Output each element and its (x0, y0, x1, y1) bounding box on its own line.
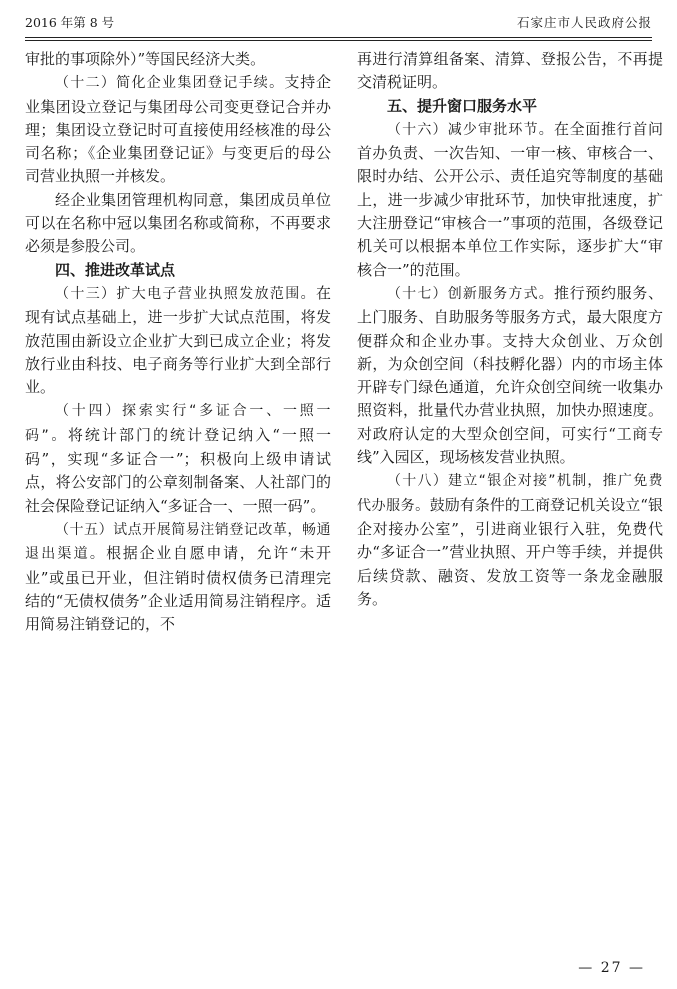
item-body: 推行预约服务、上门服务、自助服务等服务方式，最大限度方便群众和企业办事。支持大众创业、万众创新，为众创空间（科技孵化器）内的市场主体开辟专门绿色通道，允许众创空间统一收集办照资料，批量代办营业执照，加快办照速度。对政府认定的大型众创空间，可实行“工商专线”入园区，现场核发营业执照。 (357, 283, 663, 467)
paragraph: 经企业集团管理机构同意，集团成员单位可以在名称中冠以集团名称或简称，不再要求必须是参股公司。 (25, 190, 331, 256)
right-column (357, 48, 663, 611)
item-heading: （十七）创新服务方式。 (387, 285, 554, 302)
item-body: 鼓励有条件的工商登记机关设立“银企对接办公室”，引进商业银行入驻，免费代办“多证合一”营业执照、开户等手续，并提供后续贷款、融资、发放工资等一条龙金融服务。 (357, 495, 664, 608)
item-body: 将统计部门的统计登记纳入“一照一码”，实现“多证合一”；积极向上级申请试点，将公安部门的公章刻制备案、人社部门的社会保险登记证纳入“多证合一、一照一码”。 (25, 425, 331, 515)
paragraph (25, 399, 331, 517)
publication-title: 石家庄市人民政府公报 (516, 15, 652, 30)
item-heading: （十八）建立“银企对接”机制，推广免费代办服务。 (357, 473, 663, 514)
item-heading: （十五）试点开展简易注销登记改革，畅通退出渠道。 (25, 521, 331, 563)
item-body: 根据企业自愿申请，允许“未开业”或虽已开业，但注销时债权债务已清理完结的“无债权债务”企业适用简易注销程序。适用简易注销登记的，不 (25, 544, 332, 634)
page-header (25, 6, 652, 40)
paragraph (357, 118, 663, 282)
page-number: — 27 — (578, 960, 645, 976)
item-body: 在现有试点基础上，进一步扩大试点范围，将发放范围由新设立企业扩大到已成立企业；将发放行业由科技、电子商务等行业扩大到全部行业。 (25, 283, 331, 397)
section-title: 四、推进改革试点 (55, 260, 176, 279)
item-body: 支持企业集团设立登记与集团母公司变更登记合并办理；集团设立登记时可直接使用经核准的母公司名称；《企业集团登记证》与变更后的母公司营业执照一并核发。 (25, 73, 331, 186)
paragraph: 再进行清算组备案、清算、登报公告，不再提交清税证明。 (357, 50, 663, 92)
item-body: 在全面推行首问首办负责、一次告知、一审一核、审核合一、限时办结、公开公示、责任追究等制度的基础上，进一步减少审批环节，加快审批速度，扩大注册登记“审核合一”事项的范围，各级登记机关可以根据本单位工作实际，逐步扩大“审核合一”的范围。 (357, 119, 663, 279)
paragraph (25, 282, 331, 399)
item-heading: （十四）探索实行“多证合一、一照一码”。 (25, 403, 331, 444)
paragraph (25, 71, 331, 188)
issue-label: 2016 年第 8 号 (25, 15, 115, 30)
paragraph (25, 518, 331, 636)
paragraph: 审批的事项除外）”等国民经济大类。 (25, 50, 266, 68)
header-rule-thick (25, 37, 652, 38)
section-title: 五、提升窗口服务水平 (387, 96, 538, 115)
left-column (25, 48, 331, 636)
item-heading: （十二）简化企业集团登记手续。 (55, 75, 285, 92)
item-heading: （十三）扩大电子营业执照发放范围。 (55, 285, 316, 302)
item-heading: （十六）减少审批环节。 (387, 121, 554, 138)
paragraph (357, 469, 663, 611)
header-rule-thin (25, 40, 652, 41)
paragraph (357, 282, 663, 469)
